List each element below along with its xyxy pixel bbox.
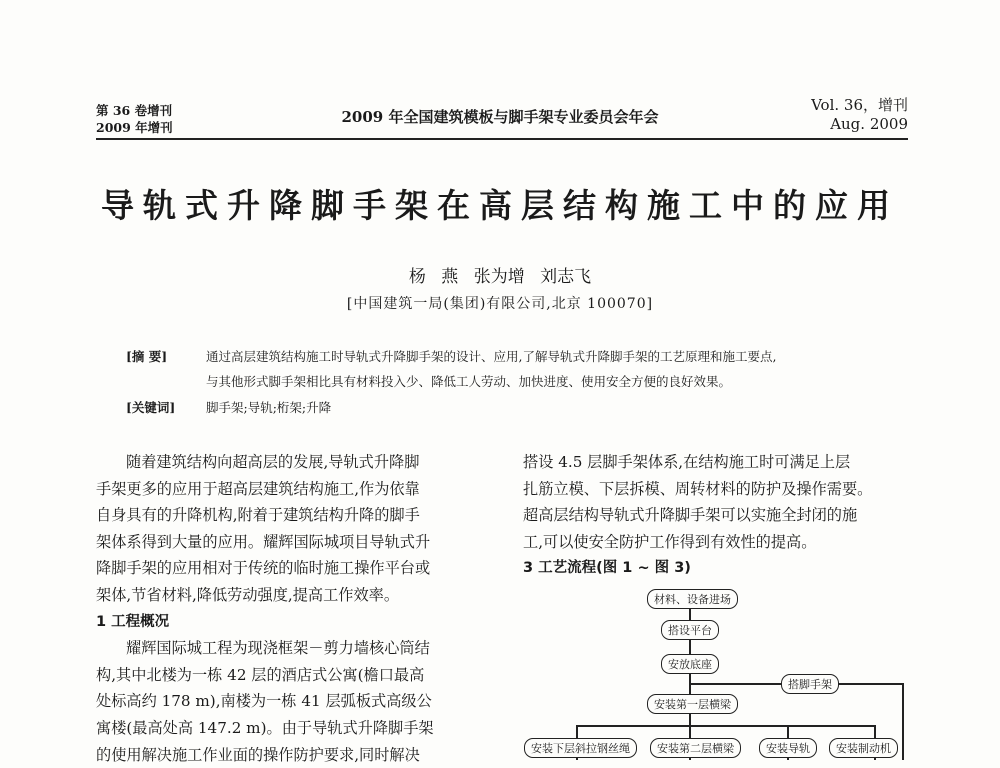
flow-connector (902, 683, 904, 760)
flow-node-guide-rail: 安装导轨 (759, 738, 817, 758)
keywords-text: 脚手架;导轨;桁架;升降 (206, 400, 332, 415)
left-line: 自身具有的升降机构,附着于建筑结构升降的脚手 (96, 506, 420, 525)
left-line: 的使用解决施工作业面的操作防护要求,同时解决 (96, 745, 420, 764)
left-line: 架体,节省材料,降低劳动强度,提高工作效率。 (96, 585, 400, 604)
left-line: 架体系得到大量的应用。耀辉国际城项目导轨式升 (96, 532, 431, 551)
journal-volume-line1: 第 36 卷增刊 (96, 103, 173, 118)
flow-node-base: 安放底座 (661, 654, 719, 674)
flow-node-cable: 安装下层斜拉钢丝绳 (524, 738, 637, 758)
right-line: 工,可以使安全防护工作得到有效性的提高。 (523, 532, 817, 551)
flow-node-materials: 材料、设备进场 (647, 589, 738, 609)
affiliation: [中国建筑一局(集团)有限公司,北京 100070] (346, 296, 654, 312)
left-line: 降脚手架的应用相对于传统的临时施工操作平台或 (96, 559, 431, 578)
flow-node-beam-2: 安装第二层横梁 (650, 738, 741, 758)
journal-date: Aug. 2009 (830, 115, 908, 133)
header-rule (96, 138, 908, 140)
section-heading-1: 1 工程概况 (96, 613, 170, 630)
right-column (523, 449, 872, 582)
left-column (96, 449, 434, 768)
abstract-line1: 通过高层建筑结构施工时导轨式升降脚手架的设计、应用,了解导轨式升降脚手架的工艺原理和施工要点, (206, 349, 777, 364)
conference-name: 2009 年全国建筑模板与脚手架专业委员会年会 (341, 108, 659, 126)
flow-node-beam-1: 安装第一层横梁 (647, 694, 738, 714)
left-line: 耀辉国际城工程为现浇框架－剪力墙核心筒结 (126, 639, 430, 658)
abstract-label: [摘 要] (126, 349, 168, 364)
left-line: 寓楼(最高处高 147.2 m)。由于导轨式升降脚手架 (96, 718, 434, 737)
right-line: 超高层结构导轨式升降脚手架可以实施全封闭的施 (523, 506, 858, 525)
authors: 杨 燕 张为增 刘志飞 (408, 267, 592, 287)
flow-node-platform: 搭设平台 (661, 620, 719, 640)
flow-node-brake: 安装制动机 (829, 738, 898, 758)
abstract-line2: 与其他形式脚手架相比具有材料投入少、降低工人劳动、加快进度、使用安全方便的良好效果。 (206, 374, 732, 389)
flow-node-scaffold: 搭脚手架 (781, 674, 839, 694)
left-line: 随着建筑结构向超高层的发展,导轨式升降脚 (126, 453, 420, 471)
section-heading-3: 3 工艺流程(图 1 ~ 图 3) (523, 560, 691, 577)
paper-title: 导轨式升降脚手架在高层结构施工中的应用 (101, 186, 899, 225)
journal-volume-line2: 2009 年增刊 (96, 120, 173, 135)
journal-volume-en-line1: Vol. 36，增刊 (811, 96, 908, 114)
left-line: 手架更多的应用于超高层建筑结构施工,作为依靠 (96, 479, 420, 498)
keywords-label: [关键词] (126, 400, 176, 415)
journal-volume-en (811, 96, 908, 134)
flow-connector (576, 725, 875, 727)
left-line: 构,其中北楼为一栋 42 层的酒店式公寓(檐口最高 (96, 665, 425, 684)
left-line: 处标高约 178 m),南楼为一栋 41 层弧板式高级公 (96, 692, 432, 711)
right-line: 扎筋立模、下层拆模、周转材料的防护及操作需要。 (523, 479, 873, 498)
right-line: 搭设 4.5 层脚手架体系,在结构施工时可满足上层 (523, 453, 851, 471)
